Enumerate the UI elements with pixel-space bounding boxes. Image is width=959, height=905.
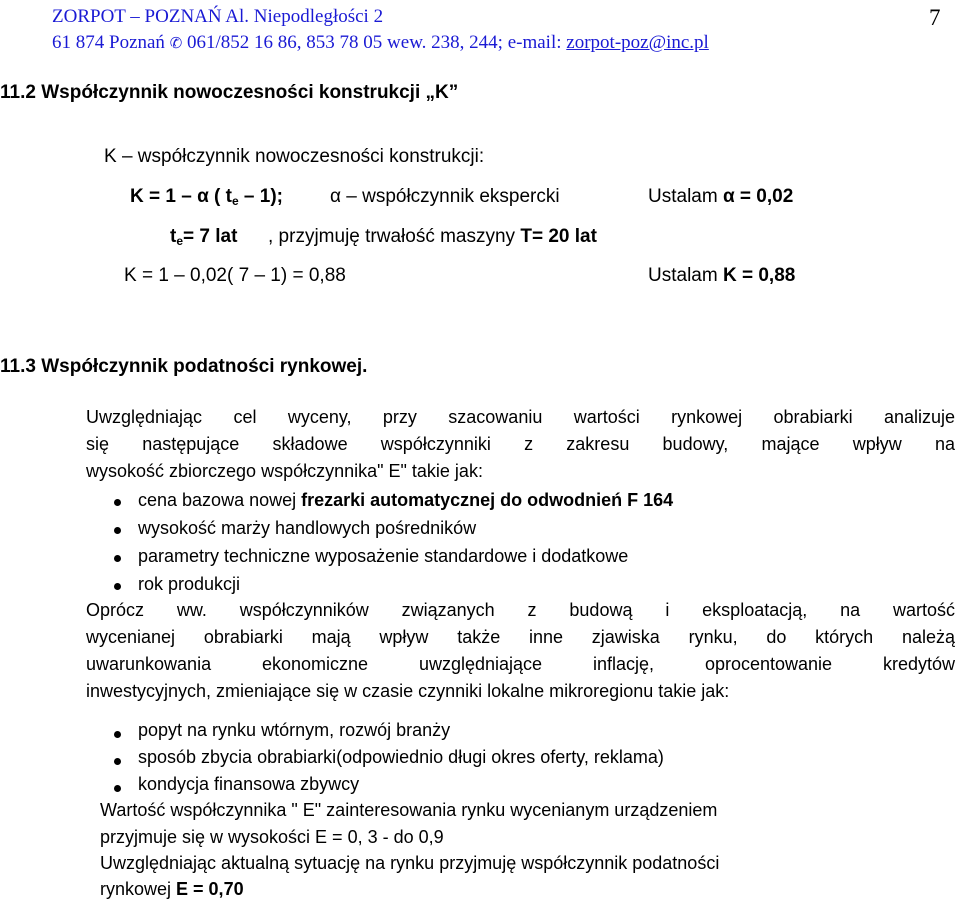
k-formula bbox=[130, 186, 283, 208]
header-company-line: ZORPOT – POZNAŃ Al. Niepodległości 2 bbox=[52, 6, 384, 27]
market-line-1: Oprócz ww. współczynników związanych z budową i eksploatacją, na wartość bbox=[86, 600, 955, 620]
header-phones: 061/852 16 86, 853 78 05 wew. 238, 244; e-mail: bbox=[182, 32, 567, 53]
bullet-dot bbox=[114, 555, 121, 562]
list-item: kondycja finansowa zbywcy bbox=[138, 774, 360, 794]
market-line-4: inwestycyjnych, zmieniające się w czasie czynniki lokalne mikroregionu takie jak: bbox=[86, 681, 730, 701]
bullet-dot bbox=[114, 583, 121, 590]
market-line-2: wycenianej obrabiarki mają wpływ także inne zjawiska rynku, do których należą bbox=[86, 627, 955, 647]
k-setting bbox=[648, 265, 795, 287]
intro-line-3: wysokość zbiorczego współczynnika" E" takie jak: bbox=[86, 461, 483, 481]
closing-line-1: Wartość współczynnika " E" zainteresowania rynku wycenianym urządzeniem bbox=[100, 800, 718, 820]
list-item: rok produkcji bbox=[138, 574, 241, 594]
alpha-setting-value: α = 0,02 bbox=[722, 186, 794, 207]
k-definition: K – współczynnik nowoczesności konstrukcji: bbox=[104, 146, 485, 167]
header-city: 61 874 Poznań bbox=[52, 32, 165, 53]
closing-line-2: przyjmuje się w wysokości E = 0, 3 - do 0,9 bbox=[100, 827, 444, 847]
k-setting-value: K = 0,88 bbox=[722, 265, 796, 286]
email-link[interactable]: zorpot-poz@inc.pl bbox=[566, 32, 709, 53]
section-11-3-heading: 11.3 Współczynnik podatności rynkowej. bbox=[0, 356, 368, 377]
te-symbol: t bbox=[170, 226, 177, 247]
bullet-dot bbox=[114, 527, 121, 534]
list-item: wysokość marży handlowych pośredników bbox=[138, 518, 477, 538]
page-number: 7 bbox=[929, 5, 941, 30]
k-setting-prefix: Ustalam bbox=[648, 265, 723, 286]
te-subscript: e bbox=[176, 234, 184, 248]
section-11-2-heading: 11.2 Współczynnik nowoczesności konstrukcji „K” bbox=[0, 82, 459, 103]
formula-right: – 1); bbox=[238, 186, 284, 207]
market-line-3: uwarunkowania ekonomiczne uwzględniające inflację, oprocentowanie kredytów bbox=[86, 654, 955, 674]
list-item-prefix: cena bazowa nowej bbox=[138, 490, 302, 510]
te-line bbox=[170, 226, 237, 248]
intro-paragraph bbox=[86, 404, 955, 485]
market-paragraph bbox=[86, 597, 955, 705]
list-item-bold: frezarki automatycznej do odwodnień F 164 bbox=[301, 490, 674, 510]
intro-line-1: Uwzględniając cel wyceny, przy szacowaniu wartości rynkowej obrabiarki analizuje bbox=[86, 407, 955, 427]
lifespan-value: T= 20 lat bbox=[520, 226, 597, 247]
list-item bbox=[138, 490, 673, 511]
formula-left: K = 1 – α ( t bbox=[130, 186, 232, 207]
closing-line-3: Uwzględniając aktualną sytuację na rynku przyjmuję współczynnik podatności bbox=[100, 853, 720, 873]
te-value: = 7 lat bbox=[183, 226, 238, 247]
bullet-dot bbox=[114, 785, 121, 792]
closing-prefix: rynkowej bbox=[100, 879, 177, 899]
bullet-dot bbox=[114, 758, 121, 765]
alpha-setting bbox=[648, 186, 793, 208]
alpha-setting-prefix: Ustalam bbox=[648, 186, 723, 207]
telephone-icon: ✆ bbox=[169, 34, 183, 52]
closing-line-4 bbox=[100, 879, 244, 900]
alpha-description: α – współczynnik ekspercki bbox=[330, 186, 560, 207]
bullet-dot bbox=[114, 499, 121, 506]
bullet-dot bbox=[114, 731, 121, 738]
closing-value: E = 0,70 bbox=[176, 879, 244, 899]
lifespan-prefix: , przyjmuję trwałość maszyny bbox=[268, 226, 521, 247]
formula-subscript: e bbox=[231, 194, 239, 208]
k-calculation: K = 1 – 0,02( 7 – 1) = 0,88 bbox=[124, 265, 346, 286]
list-item: sposób zbycia obrabiarki(odpowiednio długi okres oferty, reklama) bbox=[138, 747, 664, 767]
list-item: parametry techniczne wyposażenie standardowe i dodatkowe bbox=[138, 546, 629, 566]
lifespan-line bbox=[268, 226, 597, 248]
intro-line-2: się następujące składowe współczynniki z zakresu budowy, mające wpływ na bbox=[86, 434, 955, 454]
list-item: popyt na rynku wtórnym, rozwój branży bbox=[138, 720, 451, 740]
header-contact-line bbox=[52, 32, 709, 54]
